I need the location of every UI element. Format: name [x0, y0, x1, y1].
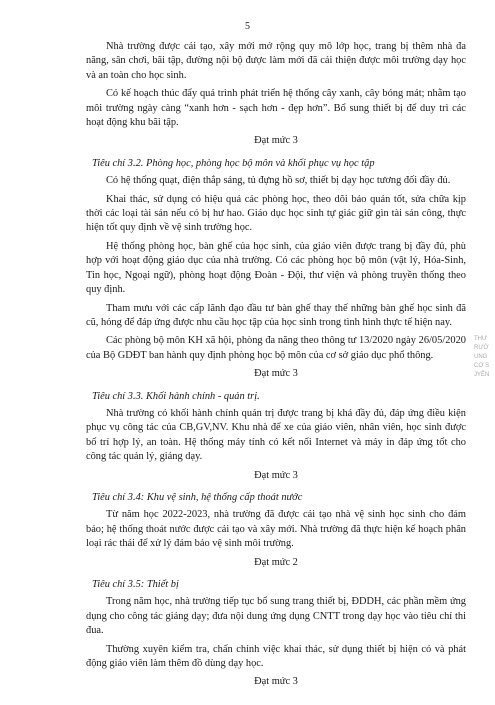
stamp-text: RƯỜ [474, 345, 489, 351]
paragraph: Thường xuyên kiểm tra, chấn chỉnh việc khai thác, sử dụng thiết bị hiện có và phát động giáo viên làm thêm đồ dùng dạy học. [86, 643, 466, 670]
paragraph: Tham mưu với các cấp lãnh đạo đầu tư bàn ghế thay thế những bàn ghế học sinh đã cũ, hỏng để đáp ứng được nhu cầu học tập của học sinh trong tình hình thực tế hiện nay. [86, 302, 466, 328]
document-body [86, 40, 466, 698]
side-stamp-fragment [474, 335, 495, 413]
paragraph: Hệ thống phòng học, bàn ghế của học sinh, của giáo viên được trang bị đầy đủ, phù hợp với hoạt động giáo dục của nhà trường. Có các phòng học bộ môn (vật lý, Hóa-Sinh, Tin học, Ngoại ngữ), phòng hoạt động Đoàn - Đội, thư viện và phòng truyền thống theo quy định. [86, 240, 466, 296]
page-number: 5 [245, 21, 250, 32]
criterion-heading: Tiêu chí 3.2. Phòng học, phòng học bộ môn và khối phục vụ học tập [92, 157, 375, 169]
paragraph: Các phòng bộ môn KH xã hội, phòng đa năng theo thông tư 13/2020 ngày 26/05/2020 của Bộ GDĐT ban hành quy định phòng học bộ môn của cơ sở giáo dục phổ thông. [86, 335, 466, 361]
stamp-text: UNG [474, 354, 488, 360]
paragraph: Nhà trường có khối hành chính quản trị được trang bị khá đầy đủ, đáp ứng điều kiện phục vụ công tác của CB,GV,NV. Khu nhà để xe của giáo viên, nhân viên, học sinh được bố trí hợp lý, an toàn. Hệ thống máy tính có kết nối Internet và máy in đáp ứng tốt cho công tác quản lý, giảng dạy. [86, 407, 466, 463]
stamp-text: JYÊN [474, 372, 490, 378]
stamp-text: THƯ [474, 336, 488, 342]
criterion-heading: Tiêu chí 3.3. Khối hành chính - quản trị. [92, 390, 260, 402]
stamp-text: CƠ S [474, 363, 490, 369]
paragraph: Trong năm học, nhà trường tiếp tục bổ sung trang thiết bị, ĐDDH, các phần mềm ứng dụng cho công tác giảng dạy; đưa nội dung ứng dụng CNTT trong dạy học vào tiêu chí thi đua. [86, 596, 466, 637]
criterion-heading: Tiêu chí 3.4: Khu vệ sinh, hệ thống cấp thoát nước [92, 491, 303, 503]
rating-line: Đạt mức 2 [254, 556, 298, 568]
paragraph: Nhà trường được cải tạo, xây mới mở rộng quy mô lớp học, trang bị thêm nhà đa năng, sân chơi, bãi tập, đường nội bộ được làm mới đã cải thiện được môi trường dạy học và an toàn cho học sinh. [86, 41, 466, 81]
rating-line: Đạt mức 3 [254, 469, 298, 481]
rating-line: Đạt mức 3 [254, 676, 298, 688]
rating-line: Đạt mức 3 [254, 368, 298, 380]
paragraph: Có hệ thống quạt, điện thắp sáng, tủ đựng hồ sơ, thiết bị dạy học tương đối đầy đủ. [106, 175, 451, 187]
paragraph: Có kế hoạch thúc đẩy quá trình phát triển hệ thống cây xanh, cây bóng mát; nhằm tạo môi trường ngày càng “xanh hơn - sạch hơn - đẹp hơn”. Bổ sung thiết bị để duy trì các hoạt động khu bãi tập. [86, 88, 466, 129]
paragraph: Từ năm học 2022-2023, nhà trường đã được cải tạo nhà vệ sinh học sinh cho đảm bảo; hệ thống thoát nước được cải tạo và xây mới. Nhà trường đã thực hiện kế hoạch phân loại rác thải để xử lý đảm bảo vệ sinh môi trường. [86, 509, 466, 550]
rating-line: Đạt mức 3 [254, 135, 298, 147]
paragraph: Khai thác, sử dụng có hiệu quả các phòng học, theo dõi bảo quản tốt, sửa chữa kịp thời các loại tài sản nếu có bị hư hao. Giáo dục học sinh tự giác giữ gìn tài sản công, thực hiện tốt quy định về vệ sinh trường học. [86, 193, 466, 234]
criterion-heading: Tiêu chí 3.5: Thiết bị [92, 579, 179, 590]
